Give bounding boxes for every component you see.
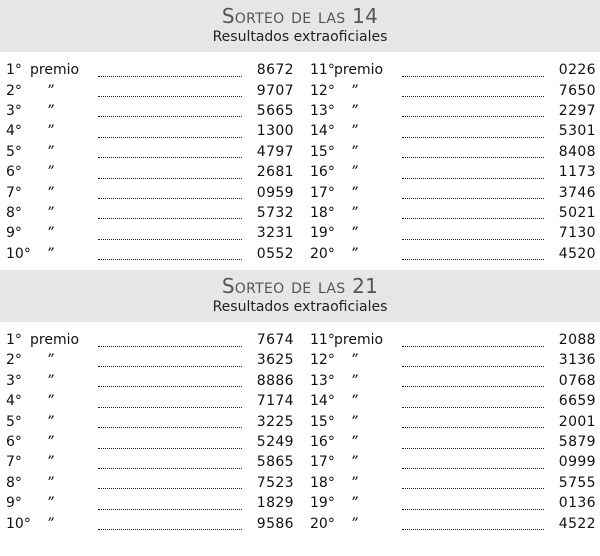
draw-title: Sorteo de las 14 [221,4,379,28]
winning-number: 0959 [256,184,294,201]
prize-entry [0,164,300,180]
result-row [0,350,600,370]
prize-entry [300,393,600,409]
prize-ordinal: 15° [310,413,335,430]
dot-leader [98,84,242,97]
dot-leader [402,125,544,138]
result-row [0,513,600,533]
dot-leader [402,186,544,199]
winning-number: 2297 [558,102,596,119]
winning-number: 4797 [256,143,294,160]
dot-leader [402,517,544,530]
result-row [0,432,600,452]
ditto-mark: ” [350,245,358,262]
draw-subtitle: Resultados extraoficiales [212,29,388,45]
ditto-mark: ” [46,102,54,119]
winning-number: 0999 [558,454,596,471]
prize-entry [300,62,600,78]
ditto-mark: ” [350,393,358,410]
winning-number: 8886 [256,372,294,389]
winning-number: 2681 [256,164,294,181]
prize-ordinal: 19° [310,225,335,242]
prize-entry [300,185,600,201]
ditto-mark: ” [350,204,358,221]
dot-leader [402,227,544,240]
ditto-mark: ” [350,495,358,512]
draw-header [0,0,600,52]
dot-leader [402,247,544,260]
prize-ordinal: 10° [6,515,31,532]
prize-entry [0,332,300,348]
winning-number: 5301 [558,123,596,140]
dot-leader [402,497,544,510]
prize-ordinal: 5° [6,143,22,160]
prize-entry [0,205,300,221]
dot-leader [98,415,242,428]
ditto-mark: ” [46,515,54,532]
prize-label: premio [30,62,80,79]
result-row [0,223,600,243]
winning-number: 4520 [558,245,596,262]
dot-leader [98,145,242,158]
prize-ordinal: 6° [6,434,22,451]
prize-ordinal: 7° [6,454,22,471]
prize-ordinal: 4° [6,393,22,410]
dot-leader [98,186,242,199]
prize-ordinal: 1° [6,332,22,349]
ditto-mark: ” [46,143,54,160]
ditto-mark: ” [350,123,358,140]
winning-number: 1173 [558,164,596,181]
prize-entry [0,225,300,241]
winning-number: 7174 [256,393,294,410]
dot-leader [98,354,242,367]
prize-entry [300,332,600,348]
winning-number: 5732 [256,204,294,221]
prize-ordinal: 14° [310,393,335,410]
winning-number: 5755 [558,474,596,491]
draw-subtitle: Resultados extraoficiales [212,298,388,315]
ditto-mark: ” [350,164,358,181]
prize-ordinal: 19° [310,495,335,512]
winning-number: 6659 [558,393,596,410]
result-row [0,101,600,121]
result-row [0,203,600,223]
ditto-mark: ” [46,164,54,181]
prize-ordinal: 11° [310,62,335,79]
prize-ordinal: 4° [6,123,22,140]
prize-entry [0,475,300,491]
prize-label: premio [334,332,384,349]
winning-number: 0136 [558,495,596,512]
prize-entry [300,495,600,511]
results-list [0,322,600,534]
dot-leader [402,415,544,428]
prize-ordinal: 2° [6,352,22,369]
winning-number: 9707 [256,82,294,99]
ditto-mark: ” [46,495,54,512]
winning-number: 9586 [256,515,294,532]
result-row [0,371,600,391]
result-row [0,391,600,411]
ditto-mark: ” [46,454,54,471]
prize-entry [300,246,600,262]
winning-number: 7674 [256,332,294,349]
ditto-mark: ” [46,204,54,221]
winning-number: 3231 [256,225,294,242]
prize-ordinal: 14° [310,123,335,140]
winning-number: 5879 [558,434,596,451]
dot-leader [98,395,242,408]
results-list [0,52,600,264]
dot-leader [98,497,242,510]
ditto-mark: ” [350,184,358,201]
prize-ordinal: 3° [6,372,22,389]
prize-label: premio [30,332,80,349]
prize-ordinal: 1° [6,62,22,79]
ditto-mark: ” [350,225,358,242]
result-row [0,182,600,202]
dot-leader [98,64,242,77]
dot-leader [98,517,242,530]
result-row [0,60,600,80]
prize-entry [0,434,300,450]
ditto-mark: ” [350,413,358,430]
ditto-mark: ” [46,225,54,242]
prize-ordinal: 13° [310,372,335,389]
dot-leader [402,166,544,179]
ditto-mark: ” [46,245,54,262]
dot-leader [402,456,544,469]
ditto-mark: ” [350,515,358,532]
result-row [0,411,600,431]
dot-leader [402,354,544,367]
prize-entry [0,123,300,139]
result-row [0,473,600,493]
prize-entry [0,393,300,409]
prize-entry [0,352,300,368]
ditto-mark: ” [350,352,358,369]
prize-ordinal: 6° [6,164,22,181]
prize-entry [300,103,600,119]
dot-leader [98,166,242,179]
prize-entry [0,373,300,389]
dot-leader [402,104,544,117]
dot-leader [402,206,544,219]
dot-leader [402,84,544,97]
dot-leader [98,125,242,138]
prize-entry [300,144,600,160]
prize-ordinal: 11° [310,332,335,349]
prize-entry [300,434,600,450]
ditto-mark: ” [350,474,358,491]
result-row [0,244,600,264]
ditto-mark: ” [46,352,54,369]
result-row [0,493,600,513]
winning-number: 7130 [558,225,596,242]
prize-ordinal: 12° [310,82,335,99]
result-row [0,452,600,472]
prize-entry [300,164,600,180]
winning-number: 5865 [256,454,294,471]
prize-entry [0,246,300,262]
prize-entry [300,373,600,389]
dot-leader [98,374,242,387]
prize-entry [300,123,600,139]
dot-leader [402,436,544,449]
dot-leader [98,476,242,489]
prize-entry [0,62,300,78]
prize-ordinal: 20° [310,515,335,532]
winning-number: 8672 [256,62,294,79]
winning-number: 4522 [558,515,596,532]
result-row [0,80,600,100]
dot-leader [402,334,544,347]
prize-ordinal: 18° [310,474,335,491]
winning-number: 5021 [558,204,596,221]
prize-ordinal: 9° [6,225,22,242]
prize-entry [300,225,600,241]
draw-section [0,0,600,264]
ditto-mark: ” [350,434,358,451]
prize-ordinal: 8° [6,204,22,221]
ditto-mark: ” [350,143,358,160]
winning-number: 7523 [256,474,294,491]
prize-ordinal: 16° [310,434,335,451]
result-row [0,162,600,182]
dot-leader [98,206,242,219]
result-row [0,121,600,141]
draw-section [0,270,600,534]
prize-entry [0,495,300,511]
ditto-mark: ” [350,454,358,471]
prize-ordinal: 15° [310,143,335,160]
winning-number: 3625 [256,352,294,369]
ditto-mark: ” [46,372,54,389]
dot-leader [402,395,544,408]
draw-title: Sorteo de las 21 [221,273,379,298]
prize-entry [300,454,600,470]
prize-ordinal: 7° [6,184,22,201]
dot-leader [402,374,544,387]
prize-ordinal: 18° [310,204,335,221]
prize-entry [300,352,600,368]
winning-number: 3225 [256,413,294,430]
dot-leader [98,334,242,347]
prize-ordinal: 12° [310,352,335,369]
ditto-mark: ” [46,184,54,201]
dot-leader [402,476,544,489]
winning-number: 8408 [558,143,596,160]
winning-number: 0552 [256,245,294,262]
result-row [0,330,600,350]
ditto-mark: ” [46,123,54,140]
prize-entry [0,144,300,160]
winning-number: 1300 [256,123,294,140]
prize-ordinal: 13° [310,102,335,119]
winning-number: 0768 [558,372,596,389]
draw-header [0,270,600,322]
winning-number: 5665 [256,102,294,119]
dot-leader [98,247,242,260]
prize-ordinal: 10° [6,245,31,262]
winning-number: 2088 [558,332,596,349]
prize-entry [0,516,300,532]
prize-entry [300,205,600,221]
prize-ordinal: 5° [6,413,22,430]
ditto-mark: ” [46,474,54,491]
prize-ordinal: 17° [310,184,335,201]
prize-ordinal: 16° [310,164,335,181]
result-row [0,142,600,162]
dot-leader [402,145,544,158]
prize-entry [300,414,600,430]
prize-ordinal: 20° [310,245,335,262]
prize-ordinal: 9° [6,495,22,512]
dot-leader [98,227,242,240]
prize-entry [0,185,300,201]
prize-entry [300,516,600,532]
ditto-mark: ” [350,82,358,99]
winning-number: 5249 [256,434,294,451]
prize-ordinal: 3° [6,102,22,119]
prize-entry [0,103,300,119]
prize-entry [0,454,300,470]
dot-leader [98,436,242,449]
winning-number: 2001 [558,413,596,430]
prize-entry [300,83,600,99]
prize-ordinal: 17° [310,454,335,471]
ditto-mark: ” [46,82,54,99]
ditto-mark: ” [46,413,54,430]
winning-number: 7650 [558,82,596,99]
prize-entry [0,83,300,99]
dot-leader [402,64,544,77]
ditto-mark: ” [350,102,358,119]
prize-entry [0,414,300,430]
prize-ordinal: 8° [6,474,22,491]
winning-number: 0226 [558,62,596,79]
winning-number: 3746 [558,184,596,201]
prize-ordinal: 2° [6,82,22,99]
ditto-mark: ” [46,393,54,410]
ditto-mark: ” [46,434,54,451]
winning-number: 1829 [256,495,294,512]
dot-leader [98,104,242,117]
dot-leader [98,456,242,469]
ditto-mark: ” [350,372,358,389]
winning-number: 3136 [558,352,596,369]
prize-label: premio [334,62,384,79]
prize-entry [300,475,600,491]
